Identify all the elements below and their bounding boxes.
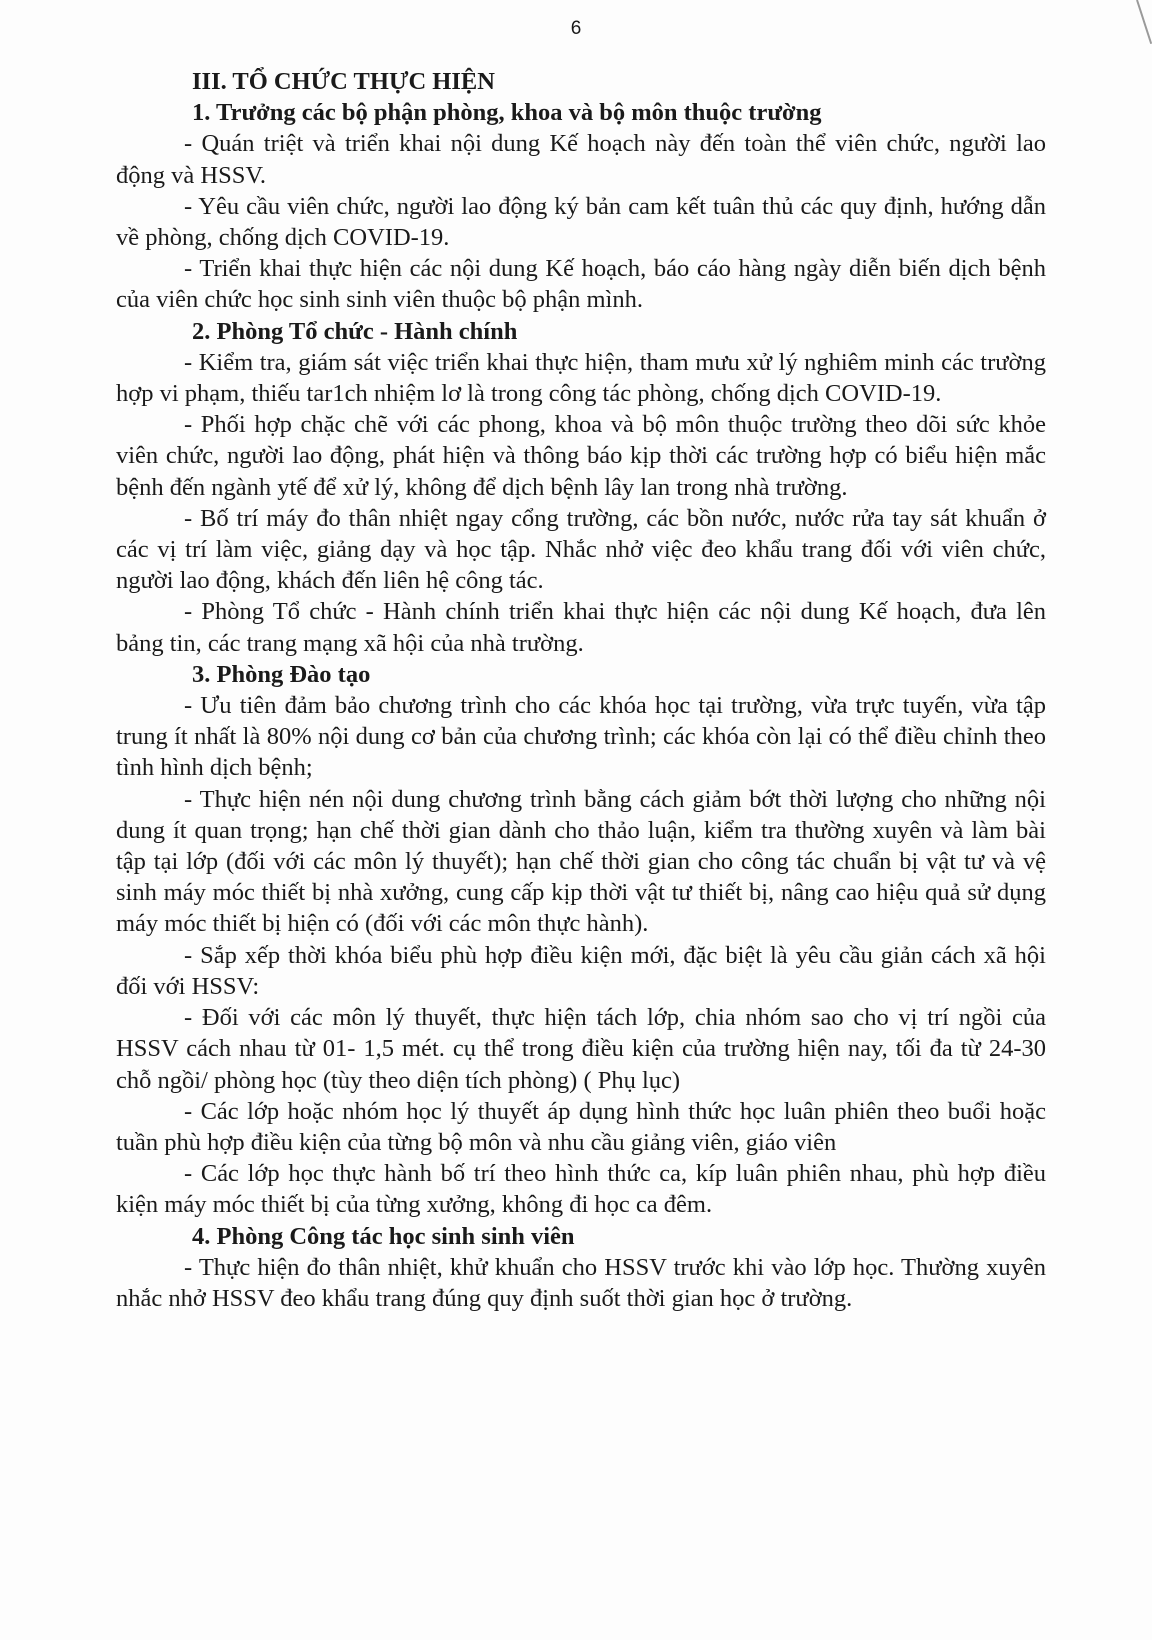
paragraph: - Ưu tiên đảm bảo chương trình cho các khóa học tại trường, vừa trực tuyến, vừa tập trung ít nhất là 80% nội dung cơ bản của chương trình; các khóa còn lại có thể điều chỉnh theo tình hình dịch bệnh; <box>116 692 1046 782</box>
section-title: III. TỔ CHỨC THỰC HIỆN <box>192 68 495 95</box>
paragraph: - Triển khai thực hiện các nội dung Kế hoạch, báo cáo hàng ngày diễn biến dịch bệnh của viên chức học sinh sinh viên thuộc bộ phận mình. <box>116 255 1046 314</box>
paragraph: - Kiểm tra, giám sát việc triển khai thực hiện, tham mưu xử lý nghiêm minh các trường hợp vi phạm, thiếu tar1ch nhiệm lơ là trong công tác phòng, chống dịch COVID-19. <box>116 348 1046 408</box>
page-number: 6 <box>570 18 582 39</box>
paragraph: - Đối với các môn lý thuyết, thực hiện tách lớp, chia nhóm sao cho vị trí ngồi của HSSV cách nhau từ 01- 1,5 mét. cụ thể trong điều kiện của trường hiện nay, tối đa từ 24-30 chỗ ngồi/ phòng học (tùy theo diện tích phòng) ( Phụ lục) <box>116 1004 1046 1094</box>
paragraph: - Các lớp học thực hành bố trí theo hình thức ca, kíp luân phiên nhau, phù hợp điều kiện máy móc thiết bị của từng xưởng, không đi học ca đêm. <box>116 1160 1046 1219</box>
subsection-title: 4. Phòng Công tác học sinh sinh viên <box>192 1222 575 1250</box>
paragraph: - Yêu cầu viên chức, người lao động ký bản cam kết tuân thủ các quy định, hướng dẫn về phòng, chống dịch COVID-19. <box>116 192 1046 252</box>
paragraph: - Quán triệt và triển khai nội dung Kế hoạch này đến toàn thể viên chức, người lao động và HSSV. <box>116 130 1046 189</box>
subsection-title: 2. Phòng Tổ chức - Hành chính <box>192 317 518 345</box>
subsection-title: 1. Trưởng các bộ phận phòng, khoa và bộ môn thuộc trường <box>192 99 822 127</box>
paragraph: - Bố trí máy đo thân nhiệt ngay cổng trường, các bồn nước, nước rửa tay sát khuẩn ở các vị trí làm việc, giảng dạy và học tập. Nhắc nhở việc đeo khẩu trang đối với viên chức, người lao động, khách đến liên hệ công tác. <box>116 504 1046 595</box>
paragraph: - Phối hợp chặc chẽ với các phong, khoa và bộ môn thuộc trường theo dõi sức khỏe viên chức, người lao động, phát hiện và thông báo kịp thời các trường hợp có biểu hiện mắc bệnh đến ngành ytế để xử lý, không để dịch bệnh lây lan trong nhà trường. <box>116 411 1046 501</box>
paragraph: - Sắp xếp thời khóa biểu phù hợp điều kiện mới, đặc biệt là yêu cầu giản cách xã hội đối với HSSV: <box>116 941 1046 1000</box>
subsection-title: 3. Phòng Đào tạo <box>192 660 371 688</box>
paragraph: - Các lớp hoặc nhóm học lý thuyết áp dụng hình thức học luân phiên theo buổi hoặc tuần phù hợp điều kiện của từng bộ môn và nhu cầu giảng viên, giáo viên <box>116 1097 1046 1156</box>
paragraph: - Thực hiện đo thân nhiệt, khử khuẩn cho HSSV trước khi vào lớp học. Thường xuyên nhắc nhở HSSV đeo khẩu trang đúng quy định suốt thời gian học ở trường. <box>116 1253 1046 1312</box>
document-body <box>116 66 1046 1314</box>
paragraph: - Thực hiện nén nội dung chương trình bằng cách giảm bớt thời lượng cho những nội dung ít quan trọng; hạn chế thời gian dành cho thảo luận, kiểm tra thường xuyên và làm bài tập tại lớp (đối với các môn lý thuyết); hạn chế thời gian cho công tác chuẩn bị vật tư và vệ sinh máy móc thiết bị nhà xưởng, cung cấp kịp thời vật tư thiết bị, nâng cao hiệu quả sử dụng máy móc thiết bị hiện có (đối với các môn thực hành). <box>116 785 1046 938</box>
paragraph: - Phòng Tổ chức - Hành chính triển khai thực hiện các nội dung Kế hoạch, đưa lên bảng tin, các trang mạng xã hội của nhà trường. <box>116 598 1046 657</box>
